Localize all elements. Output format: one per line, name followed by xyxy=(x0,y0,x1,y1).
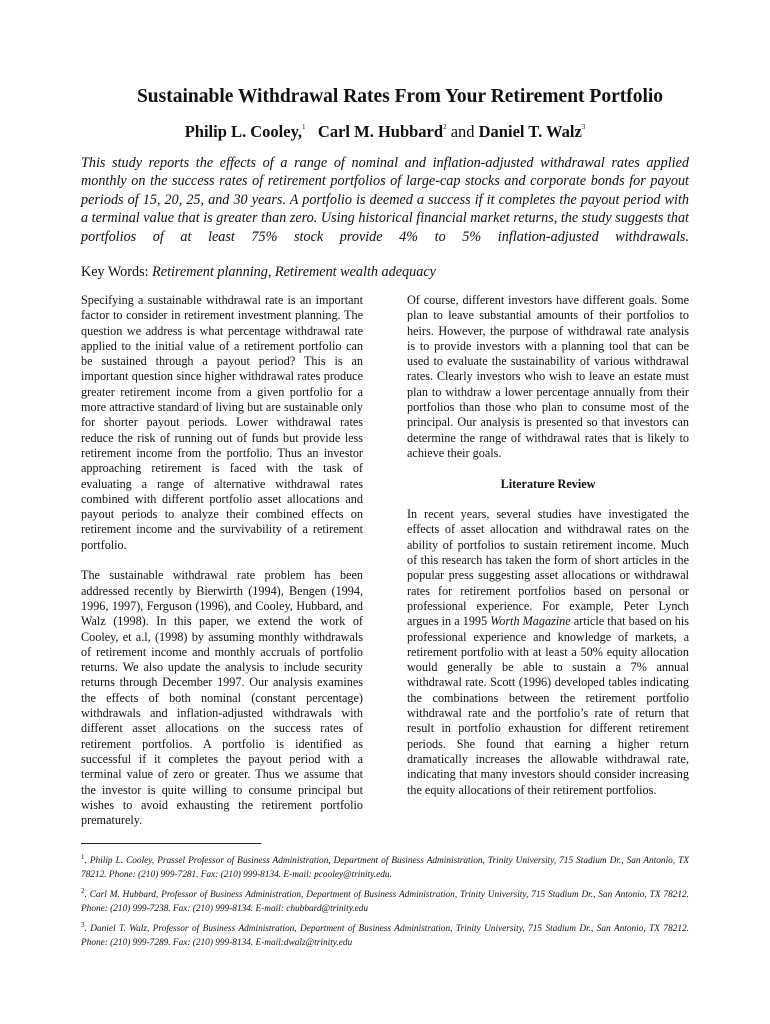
footnote xyxy=(81,919,689,950)
body-paragraph xyxy=(407,507,689,798)
body-paragraph: Of course, different investors have different goals. Some plan to leave substantial amounts of their portfolios to heirs. However, the purpose of withdrawal rate analysis is to provide investors with a planning tool that can be used to evaluate the sustainability of various withdrawal rates. Clearly investors who wish to leave an estate must plan to withdraw a lower percentage annually from their portfolios than those who plan to consume most of the principal. Our analysis is presented so that investors can determine the range of withdrawal rates that is likely to achieve their goals. xyxy=(407,293,689,460)
body-paragraph: The sustainable withdrawal rate problem has been addressed recently by Bierwirth (1994), Bengen (1994, 1996, 1997), Ferguson (1996), and Cooley, Hubbard, and Walz (1998). In this paper, we extend the work of Cooley, et a.l, (1998) by assuming monthly withdrawals of retirement income and monthly accruals of portfolio returns. We also update the analysis to include security returns through December 1997. Our analysis examines the effects of both nominal (constant percentage) withdrawals and inflation-adjusted withdrawals with different asset allocations on the success rates of retirement portfolios. A portfolio is identified as successful if it completes the payout period with a terminal value of zero or greater. Thus we assume that the investor is quite willing to consume principal but wishes to avoid exhausting the retirement portfolio prematurely. xyxy=(81,568,363,828)
abstract: This study reports the effects of a range of nominal and inflation-adjusted withdrawal rates applied monthly on the success rates of retirement portfolios of large-cap stocks and corporate bonds for payout periods of 15, 20, 25, and 30 years. A portfolio is deemed a success if it completes the payout period with a terminal value that is greater than zero. Using historical financial market returns, the study suggests that portfolios of at least 75% stock provide 4% to 5% inflation-adjusted withdrawals. xyxy=(81,155,689,245)
paper-title: Sustainable Withdrawal Rates From Your Retirement Portfolio xyxy=(136,86,664,107)
footnote-mark: 2 xyxy=(81,887,85,896)
footnote-text: . Daniel T. Walz, Professor of Business Administration, Department of Business Administration, Trinity University, 715 Stadium Dr., San Antonio, TX 78212. Phone: (210) 999-7289. Fax: (210) 999-8134. E-mail:dwalz@trinity.edu xyxy=(81,924,689,948)
footnote xyxy=(81,851,689,882)
author-name: Daniel T. Walz xyxy=(478,122,582,141)
author-name: Carl M. Hubbard xyxy=(317,122,444,141)
author-footnote-mark: 1 xyxy=(302,123,306,131)
keywords-label: Key Words: xyxy=(81,264,149,280)
footnote-mark: 3 xyxy=(81,921,85,930)
footnotes xyxy=(81,851,689,954)
footnote xyxy=(81,885,689,916)
keywords xyxy=(81,263,701,281)
section-heading: Literature Review xyxy=(500,476,596,491)
body-paragraph: Specifying a sustainable withdrawal rate is an important factor to consider in retirement investment planning. The question we address is what percentage withdrawal rate applied to the initial value of a retirement portfolio can be sustained through a payout period? This is an important question since higher withdrawal rates produce greater retirement income from a given portfolio for a more attractive standard of living but are sustainable only for shorter payout periods. Lower withdrawal rates reduce the risk of running out of funds but provide less retirement income from the portfolio. Thus an investor approaching retirement is faced with the task of evaluating a range of alternative withdrawal rates combined with different portfolio asset allocations and payout periods to analyze their combined effects on retirement income and the survivability of a retirement portfolio. xyxy=(81,293,363,552)
author-footnote-mark: 2 xyxy=(443,123,447,131)
right-column xyxy=(407,293,689,813)
left-column xyxy=(81,293,363,844)
author-footnote-mark: 3 xyxy=(581,123,586,131)
author-line xyxy=(0,122,770,142)
footnote-text: . Philip L. Cooley, Prassel Professor of Business Administration, Department of Business Administration, Trinity University, 715 Stadium Dr., San Antonio, TX 78212. Phone: (210) 999-7281. Fax: (210) 999-8134. E-mail: pcooley@trinity.edu. xyxy=(81,856,689,880)
footnote-mark: 1 xyxy=(81,853,85,861)
footnote-divider xyxy=(81,843,261,844)
author-joiner: and xyxy=(450,122,475,141)
footnote-text: . Carl M. Hubbard, Professor of Business Administration, Department of Business Administration, Trinity University, 715 Stadium Dr., San Antonio, TX 78212. Phone: (210) 999-7238. Fax: (210) 999-8134. E-mail: chubbard@trinity.edu xyxy=(81,890,689,914)
keywords-value: Retirement planning, Retirement wealth adequacy xyxy=(152,264,436,280)
publication-title: Worth Magazine xyxy=(490,614,571,629)
author-name: Philip L. Cooley, xyxy=(184,122,303,141)
body-text: article that based on his professional experience and knowledge of markets, a retirement portfolio with at least a 50% equity allocation would generally be able to sustain a 7% annual withdrawal rate. Scott (1996) developed tables indicating the combinations between the retirement portfolio withdrawal rate and the portfolio’s rate of return that result in portfolio exhaustion for different retirement periods. She found that earning a higher return dramatically increases the allowable withdrawal rate, indicating that many investors should consider increasing the equity allocations of their retirement portfolios. xyxy=(407,614,689,797)
body-text: In recent years, several studies have investigated the effects of asset allocation and withdrawal rates on the ability of portfolios to sustain retirement income. Much of this research has taken the form of short articles in the popular press suggesting asset allocations or withdrawal rates for retirement portfolios based on personal or professional experience. For example, Peter Lynch argues in a 1995 xyxy=(407,507,689,629)
